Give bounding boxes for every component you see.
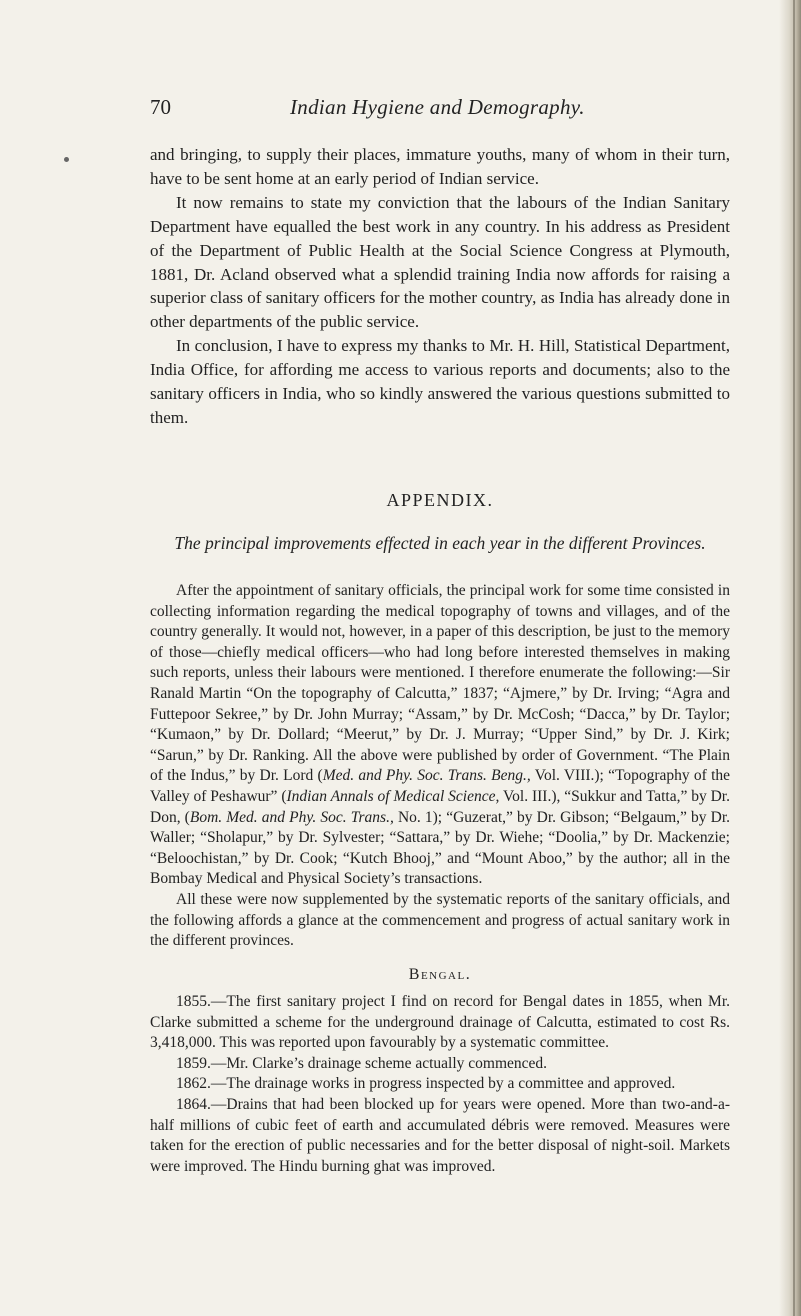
appendix-paragraph-2: All these were now supplemented by the systematic reports of the sanitary officials, and the following affords a glance at the commencement and progress of actual sanitary work in the different provinces. — [150, 890, 730, 950]
appendix-text — [150, 581, 730, 952]
appendix-p1-text-b: Vol. VIII.); “Topography of the Valley of Peshawur” ( — [150, 767, 731, 805]
appendix-title: APPENDIX. — [386, 490, 494, 510]
bengal-entries — [150, 992, 730, 1177]
running-head — [150, 95, 730, 129]
journal-ref-2: Indian Annals of Medical Science, — [286, 787, 500, 805]
appendix-paragraph-1 — [150, 581, 730, 890]
intro-paragraph-2: It now remains to state my conviction that the labours of the Indian Sanitary Department have equalled the best work in any country. In his address as President of the Department of Public Health at the Social Science Congress at Plymouth, 1881, Dr. Acland observed what a splendid training India now affords for raising a superior class of sanitary officers for the mother country, as India has already done in other departments of the public service. — [150, 192, 730, 332]
appendix-p1-text-c: Vol. III.), “Sukkur and Tatta,” by Dr. Don, ( — [150, 787, 730, 826]
appendix-subtitle: The principal improvements effected in each year in the different Provinces. — [174, 533, 706, 553]
appendix-p1-text-a: After the appointment of sanitary officials, the principal work for some time consisted in collecting information regarding the medical topography of towns and villages, and of the country generally. It would not, however, in a paper of this description, be just to the memory of those—chiefly medical officers—who had long before interested themselves in making such reports, unless their labours were mentioned. I therefore enumerate the following:—Sir Ranald Martin “On the topography of Calcutta,” 1837; “Ajmere,” by Dr. Irving; “Agra and Futtepoor Sekree,” by Dr. John Murray; “Assam,” by Dr. McCosh; “Dacca,” by Dr. Taylor; “Kumaon,” by Dr. Dollard; “Meerut,” by Dr. J. Murray; “Upper Sind,” by Dr. J. Kirk; “Sarun,” by Dr. Ranking. All the above were published by order of Government. “The Plain of the Indus,” by Dr. Lord ( — [150, 582, 730, 785]
section-heading-bengal: Bengal. — [408, 966, 472, 983]
bengal-entry-1855: 1855.—The first sanitary project I find on record for Bengal dates in 1855, when Mr. Clarke submitted a scheme for the underground drainage of Calcutta, estimated to cost Rs. 3,418,000. This was reported upon favourably by a systematic committee. — [150, 993, 730, 1052]
running-title: Indian Hygiene and Demography. — [290, 95, 585, 119]
page-number: 70 — [150, 95, 171, 119]
bengal-entry-1864: 1864.—Drains that had been blocked up for years were opened. More than two-and-a-half millions of cubic feet of earth and accumulated débris were removed. Measures were taken for the erection of public necessaries and for the better disposal of night-soil. Markets were improved. The Hindu burning ghat was improved. — [150, 1095, 730, 1175]
intro-paragraph-1: and bringing, to supply their places, immature youths, many of whom in their turn, have to be sent home at an early period of Indian service. — [150, 145, 730, 188]
bengal-entry-1859: 1859.—Mr. Clarke’s drainage scheme actually commenced. — [176, 1054, 548, 1072]
bengal-entry-1862: 1862.—The drainage works in progress inspected by a committee and approved. — [176, 1075, 676, 1093]
page-edge-line — [793, 0, 795, 1316]
intro-paragraph-3: In conclusion, I have to express my thanks to Mr. H. Hill, Statistical Department, India Office, for affording me access to various reports and documents; also to the sanitary officers in India, who so kindly answered the various questions submitted to them. — [150, 336, 730, 427]
journal-ref-3: Bom. Med. and Phy. Soc. Trans., — [189, 808, 394, 826]
book-spine-shadow — [779, 0, 801, 1316]
intro-text — [150, 143, 730, 430]
margin-mark — [64, 157, 69, 162]
journal-ref-1: Med. and Phy. Soc. Trans. Beng., — [322, 767, 531, 785]
appendix-p1-text-d: No. 1); “Guzerat,” by Dr. Gibson; “Belgaum,” by Dr. Waller; “Sholapur,” by Dr. Sylvester; “Sattara,” by Dr. Wiehe; “Doolia,” by Dr. Mackenzie; “Beloochistan,” by Dr. Cook; “Kutch Bhooj,” and “Mount Aboo,” by the author; all in the Bombay Medical and Physical Society’s transactions. — [150, 808, 731, 888]
